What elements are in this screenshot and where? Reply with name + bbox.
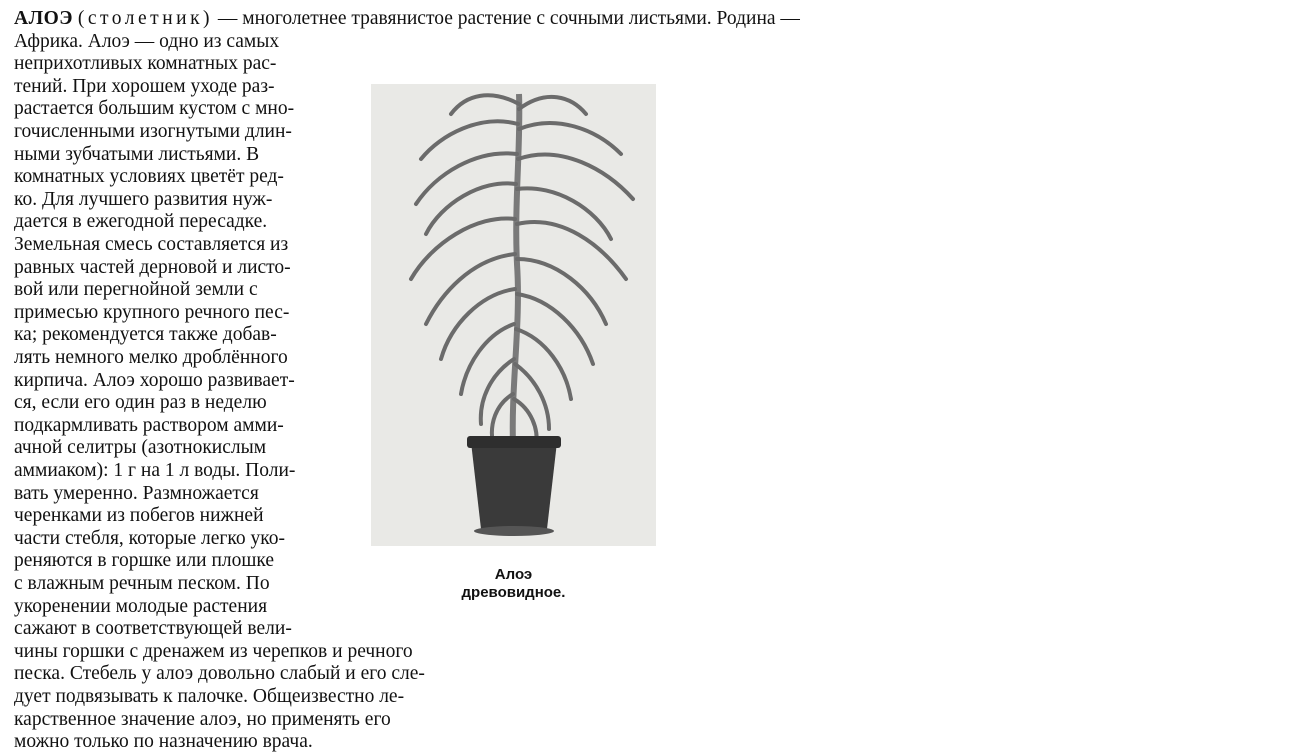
article-line: ко. Для лучшего развития нуж- [14, 188, 273, 210]
aloe-photo [371, 84, 656, 546]
article-line: гочисленными изогнутыми длин- [14, 121, 292, 142]
article-title: АЛОЭ [14, 8, 74, 29]
article-line: дается в ежегодной пересадке. [14, 211, 268, 233]
article-line: Земельная смесь составляется из [14, 234, 289, 255]
article-line: карственное значение алоэ, но применять его [14, 708, 391, 730]
article-line: черенками из побегов нижней [14, 505, 264, 527]
article-line: ка; рекомендуется также добав- [14, 324, 277, 346]
article-line: сажают в соответствующей вели- [14, 618, 292, 640]
article-line: можно только по назначению врача. [14, 731, 313, 753]
article-line-text: — многолетнее травянистое растение с сочными листьями. Родина — [217, 8, 800, 29]
article-title-alt: (столетник) [77, 8, 214, 29]
article-line: реняются в горшке или плошке [14, 550, 275, 572]
article-line [14, 8, 800, 31]
article-line: ачной селитры (азотнокислым [14, 437, 267, 459]
article-line: растается большим кустом с мно- [14, 98, 295, 120]
article-line: неприхотливых комнатных рас- [14, 53, 277, 75]
article-line: кирпича. Алоэ хорошо развивает- [14, 369, 295, 391]
article-line: укоренении молодые растения [14, 595, 268, 617]
article-line: вой или перегнойной земли с [14, 279, 258, 301]
article-line: аммиаком): 1 г на 1 л воды. Поли- [14, 460, 296, 481]
photo-caption-line2: древовидное. [461, 584, 566, 601]
article-line: тений. При хорошем уходе раз- [14, 75, 275, 97]
article-line: части стебля, которые легко уко- [14, 527, 286, 549]
article-line: песка. Стебель у алоэ довольно слабый и его сле- [14, 663, 425, 685]
article-line: Африка. Алоэ — одно из самых [14, 30, 280, 52]
aloe-plant-illustration [371, 84, 656, 546]
article-line: подкармливать раствором амми- [14, 414, 284, 436]
article-line: дует подвязывать к палочке. Общеизвестно ле- [14, 686, 405, 707]
article-line: с влажным речным песком. По [14, 573, 270, 594]
article-line: вать умеренно. Размножается [14, 482, 259, 504]
article-line: ся, если его один раз в неделю [14, 392, 267, 414]
article-line: ными зубчатыми листьями. В [14, 143, 260, 165]
article-line: равных частей дерновой и листо- [14, 256, 291, 278]
article-line: лять немного мелко дроблённого [14, 347, 288, 368]
photo-caption-line1: Алоэ [494, 566, 533, 583]
article-line: примесью крупного речного пес- [14, 301, 290, 323]
article-line: чины горшки с дренажем из черепков и речного [14, 640, 413, 662]
article-line: комнатных условиях цветёт ред- [14, 166, 284, 188]
